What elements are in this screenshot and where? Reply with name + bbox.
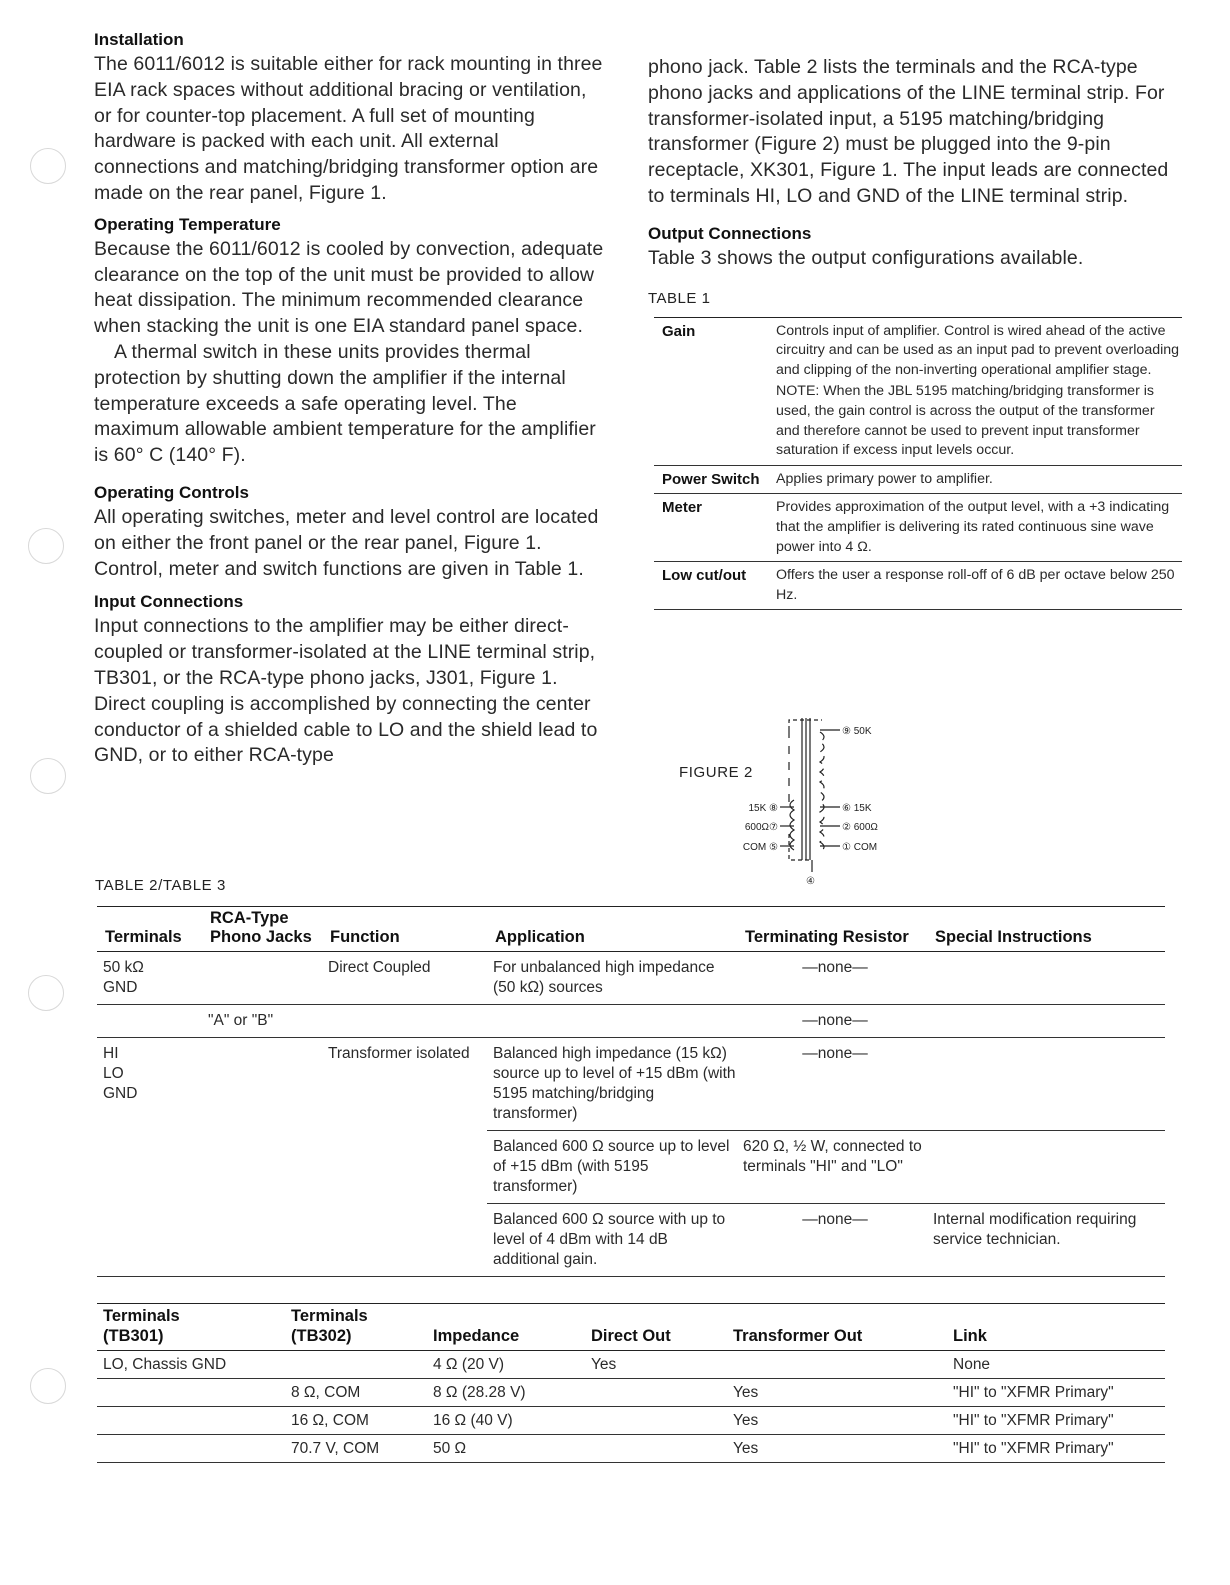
operating-controls-section (94, 483, 604, 582)
col-link: Link (947, 1304, 1165, 1351)
binder-hole-mark (30, 758, 66, 794)
table-row (97, 1435, 1165, 1463)
cell-special (927, 1038, 1165, 1131)
thermal-switch-body: A thermal switch in these units provides thermal protection by shutting down the amplifier if the internal temperature exceeds a safe operating level. The maximum allowable ambient temperature for the amplifier is 60° C (140° F). (94, 340, 596, 467)
figure2-label: FIGURE 2 (679, 764, 753, 781)
binder-hole-mark (30, 148, 66, 184)
installation-section (94, 30, 604, 207)
cell-terminals (97, 1204, 202, 1277)
cell-impedance: 8 Ω (28.28 V) (427, 1379, 585, 1407)
left-column (94, 30, 604, 777)
table-row (97, 1379, 1165, 1407)
installation-heading: Installation (94, 30, 184, 49)
output-connections-heading: Output Connections (648, 223, 812, 243)
figure2-transformer-diagram (672, 712, 932, 892)
table1-name-low-cut: Low cut/out (654, 562, 776, 610)
cell-application: Balanced high impedance (15 kΩ) source up to level of +15 dBm (with 5195 matching/bridging transformer) (487, 1038, 737, 1131)
table-row (654, 562, 1182, 610)
cell-transformer-out: Yes (727, 1407, 947, 1435)
table23-caption: TABLE 2/TABLE 3 (95, 877, 226, 894)
col-special-instructions: Special Instructions (927, 907, 1165, 952)
cell-direct-out (585, 1407, 727, 1435)
cell-function (322, 1131, 487, 1204)
col-terminals-tb302 (285, 1304, 427, 1351)
secondary-coil (820, 732, 824, 852)
col-rca-bottom: Phono Jacks (210, 928, 312, 946)
table-header-row (97, 1304, 1165, 1351)
operating-controls-heading: Operating Controls (94, 482, 249, 502)
col-tb302-bottom: (TB302) (291, 1327, 352, 1345)
installation-body: The 6011/6012 is suitable either for rack mounting in three EIA rack spaces without additional bracing or ventilation, or for counter-top placement. A full set of mounting hardware is packed with each unit. All external connections and matching/bridging transformer option are made on the rear panel, Figure 1. (94, 53, 603, 204)
col-tb301-top: Terminals (103, 1307, 180, 1325)
col-tb302-top: Terminals (291, 1307, 368, 1325)
cell-link: "HI" to "XFMR Primary" (947, 1435, 1165, 1463)
col-terminals-tb301 (97, 1304, 285, 1351)
cell-link: "HI" to "XFMR Primary" (947, 1379, 1165, 1407)
cell-terminals: HI LO GND (103, 1045, 138, 1102)
input-connections-heading: Input Connections (94, 592, 244, 612)
operating-temperature-section (94, 215, 604, 469)
table1-name-power-switch: Power Switch (654, 465, 776, 494)
binder-hole-mark (28, 528, 64, 564)
cell-transformer-out: Yes (727, 1435, 947, 1463)
pin-4-label: ④ (806, 876, 815, 887)
table-header-row (97, 907, 1165, 952)
table1-desc-low-cut: Offers the user a response roll-off of 6 dB per octave below 250 Hz. (776, 562, 1182, 610)
table-row (654, 317, 1182, 465)
cell-application (487, 1005, 737, 1038)
cell-tb301: LO, Chassis GND (97, 1351, 285, 1379)
table1-name-meter: Meter (654, 494, 776, 562)
cell-function: Direct Coupled (322, 952, 487, 1005)
col-terminating-resistor: Terminating Resistor (737, 907, 927, 952)
binder-hole-mark (30, 1368, 66, 1404)
input-connections-continued: phono jack. Table 2 lists the terminals and the RCA-type phono jacks and applications of the LINE terminal strip. For transformer-isolated input, a 5195 matching/bridging transformer (Figure 2) must be plugged into the 9-pin receptacle, XK301, Figure 1. The input leads are connected to terminals HI, LO and GND of the LINE terminal strip. (648, 56, 1169, 207)
col-transformer-out: Transformer Out (727, 1304, 947, 1351)
cell-rca (202, 1131, 322, 1204)
table1-caption: TABLE 1 (648, 289, 711, 307)
table-row (97, 1005, 1165, 1038)
cell-special (927, 952, 1165, 1005)
cell-transformer-out (727, 1351, 947, 1379)
cell-function (322, 1204, 487, 1277)
cell-impedance: 4 Ω (20 V) (427, 1351, 585, 1379)
cell-terminals: 50 kΩ GND (97, 952, 202, 1005)
cell-function: Transformer isolated (328, 1045, 470, 1062)
cell-terminals (97, 1131, 202, 1204)
cell-rca (202, 952, 322, 1005)
table-row (654, 494, 1182, 562)
cell-tb301 (97, 1379, 285, 1407)
binder-hole-mark (28, 975, 64, 1011)
col-function: Function (322, 907, 487, 952)
table1-gain-note: NOTE: When the JBL 5195 matching/bridging transformer is used, the gain control is across the output of the transformer and therefore cannot be used to prevent input transformer saturation if excess input levels occur. (776, 383, 1155, 459)
cell-terminating: —none— (737, 1038, 927, 1131)
cell-direct-out (585, 1379, 727, 1407)
transformer-schematic (672, 712, 932, 892)
table-row (97, 1038, 1165, 1131)
table-row (97, 1407, 1165, 1435)
table-row (97, 1351, 1165, 1379)
col-tb301-bottom: (TB301) (103, 1327, 164, 1345)
cell-direct-out (585, 1435, 727, 1463)
cell-application: Balanced 600 Ω source with up to level of 4 dBm with 14 dB additional gain. (487, 1204, 737, 1277)
cell-special: Internal modification requiring service technician. (927, 1204, 1165, 1277)
cell-application: For unbalanced high impedance (50 kΩ) sources (487, 952, 737, 1005)
cell-link: "HI" to "XFMR Primary" (947, 1407, 1165, 1435)
input-connections-body: Input connections to the amplifier may be either direct-coupled or transformer-isolated at the LINE terminal strip, TB301, or the RCA-type phono jacks, J301, Figure 1. Direct coupling is accomplished by connecting the center conductor of a shielded cable to LO and the shield lead to GND, or to either RCA-type (94, 615, 598, 767)
cell-link: None (947, 1351, 1165, 1379)
cell-direct-out: Yes (585, 1351, 727, 1379)
cell-terminating: 620 Ω, ½ W, connected to terminals "HI" and "LO" (737, 1131, 927, 1204)
pin-8-label: 15K ⑧ (748, 803, 778, 814)
table-row (97, 1131, 1165, 1204)
col-impedance: Impedance (427, 1304, 585, 1351)
operating-temperature-body: Because the 6011/6012 is cooled by convection, adequate clearance on the top of the unit must be provided to allow heat dissipation. The minimum recommended clearance when stacking the unit is one EIA standard panel space. (94, 237, 604, 338)
col-direct-out: Direct Out (585, 1304, 727, 1351)
cell-tb301 (97, 1435, 285, 1463)
table1-name-gain: Gain (654, 317, 776, 465)
output-connections-body: Table 3 shows the output configurations available. (648, 246, 1084, 269)
table1-desc-gain (776, 317, 1182, 465)
pin-2-label: ② 600Ω (842, 822, 878, 833)
table3-output-connections (97, 1303, 1165, 1463)
cell-special (927, 1131, 1165, 1204)
col-application: Application (487, 907, 737, 952)
col-rca-phono-jacks (202, 907, 322, 952)
table1-desc-meter: Provides approximation of the output level, with a +3 indicating that the amplifier is delivering its rated continuous sine wave power into 4 Ω. (776, 494, 1182, 562)
table-row (654, 465, 1182, 494)
table-row (97, 952, 1165, 1005)
operating-controls-body: All operating switches, meter and level control are located on either the front panel or the rear panel, Figure 1. Control, meter and switch functions are given in Table 1. (94, 505, 599, 580)
col-rca-top: RCA-Type (210, 909, 289, 927)
pin-7-label: 600Ω⑦ (744, 822, 778, 833)
cell-terminals (97, 1005, 202, 1038)
cell-tb302: 16 Ω, COM (285, 1407, 427, 1435)
cell-rca: "A" or "B" (202, 1005, 322, 1038)
table1-gain-text: Controls input of amplifier. Control is wired ahead of the active circuitry and can be used as an input pad to prevent overloading and clipping of the non-inverting operational amplifier stage. (776, 322, 1180, 378)
cell-impedance: 16 Ω (40 V) (427, 1407, 585, 1435)
pin-5-label: COM ⑤ (742, 842, 778, 853)
operating-temperature-heading: Operating Temperature (94, 214, 281, 234)
cell-rca (202, 1204, 322, 1277)
cell-terminating: —none— (737, 1005, 927, 1038)
table1-desc-power-switch: Applies primary power to amplifier. (776, 465, 1182, 494)
output-connections-section (648, 224, 1178, 272)
pin-6-label: ⑥ 15K (842, 803, 872, 814)
input-connections-section (94, 592, 604, 769)
right-column (648, 55, 1178, 610)
cell-tb302: 8 Ω, COM (285, 1379, 427, 1407)
cell-special (927, 1005, 1165, 1038)
pin-1-label: ① COM (842, 842, 878, 853)
cell-application: Balanced 600 Ω source up to level of +15 dBm (with 5195 transformer) (487, 1131, 737, 1204)
cell-tb302 (285, 1351, 427, 1379)
cell-tb302: 70.7 V, COM (285, 1435, 427, 1463)
table-row (97, 1204, 1165, 1277)
cell-rca (202, 1038, 322, 1131)
cell-terminating: —none— (737, 952, 927, 1005)
cell-function (322, 1005, 487, 1038)
pin-9-label: ⑨ 50K (842, 726, 872, 737)
cell-terminating: —none— (737, 1204, 927, 1277)
cell-transformer-out: Yes (727, 1379, 947, 1407)
table1-operating-controls (654, 317, 1182, 611)
table2-input-connections (97, 906, 1165, 1277)
cell-impedance: 50 Ω (427, 1435, 585, 1463)
cell-tb301 (97, 1407, 285, 1435)
col-terminals: Terminals (97, 907, 202, 952)
